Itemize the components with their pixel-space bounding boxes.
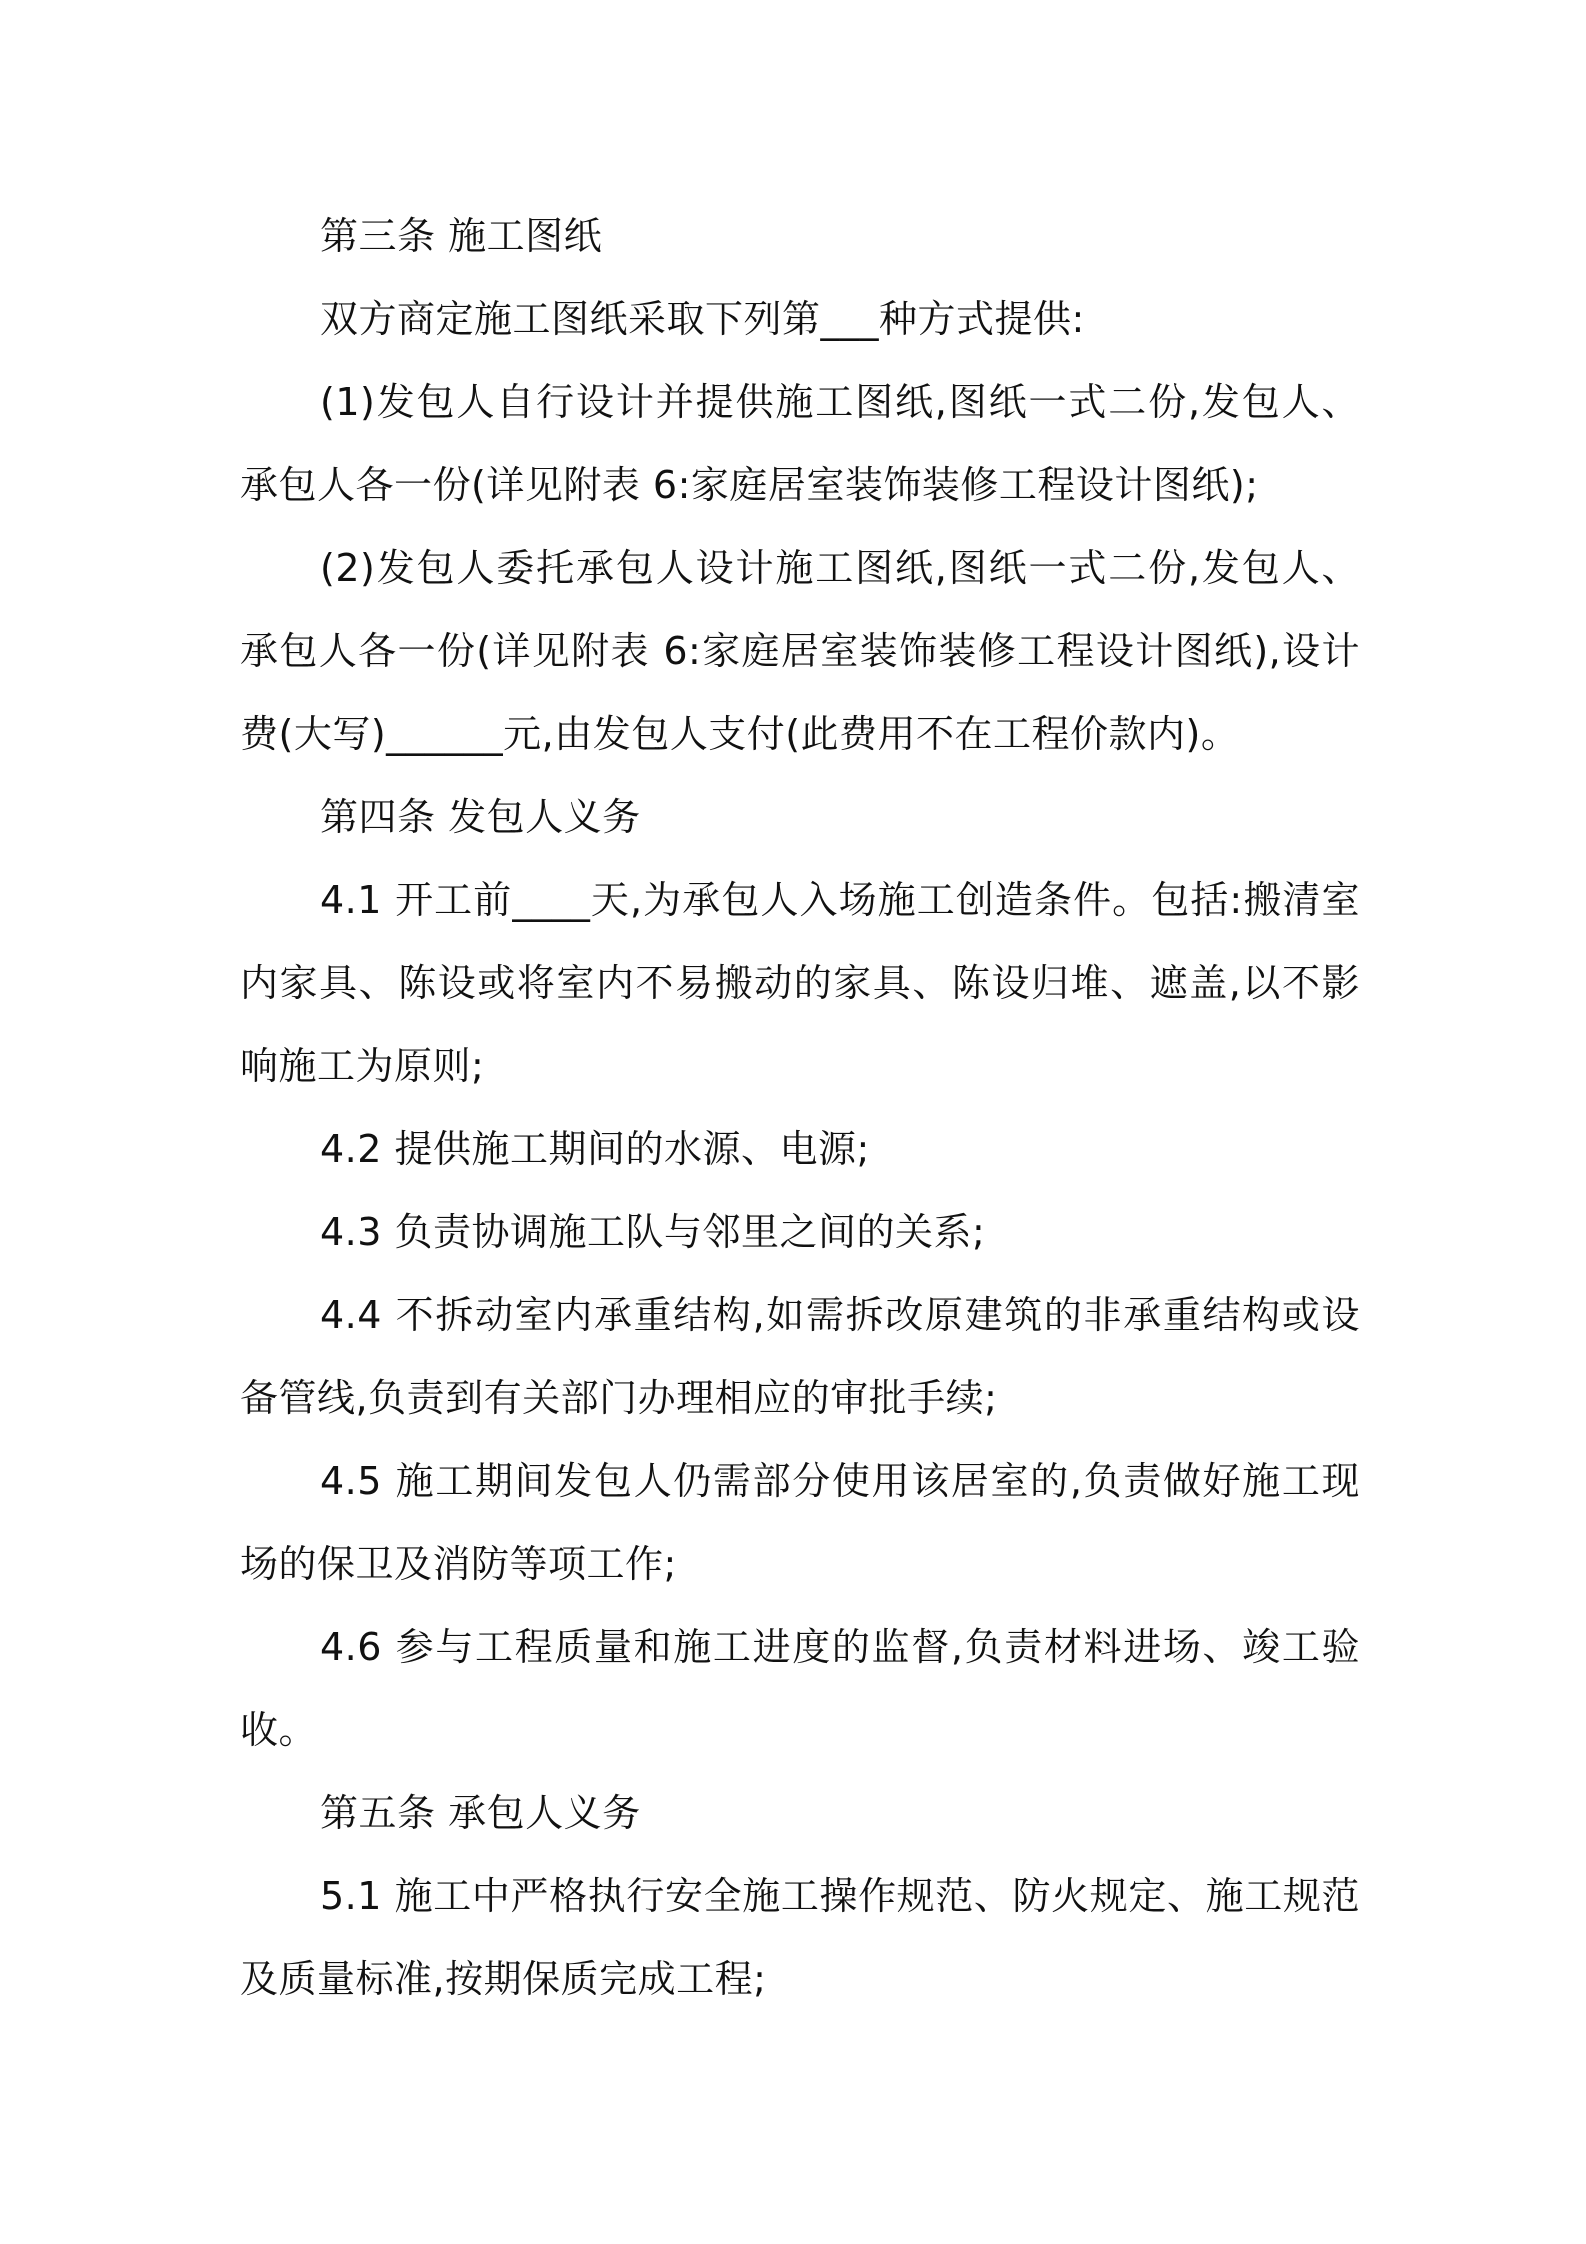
paragraph-option-2: (2)发包人委托承包人设计施工图纸,图纸一式二份,发包人、承包人各一份(详见附表 6:家庭居室装饰装修工程设计图纸),设计费(大写)______元,由发包人支付(此费用不在工程价款内)。 (240, 546, 1360, 756)
section-heading-article-5: 第五条 承包人义务 (320, 1791, 641, 1835)
section-heading-article-4: 第四条 发包人义务 (320, 795, 641, 839)
clause-4-1: 4.1 开工前____天,为承包人入场施工创造条件。包括:搬清室内家具、陈设或将室内不易搬动的家具、陈设归堆、遮盖,以不影响施工为原则; (240, 878, 1360, 1088)
clause-4-6: 4.6 参与工程质量和施工进度的监督,负责材料进场、竣工验收。 (240, 1625, 1360, 1752)
clause-4-4: 4.4 不拆动室内承重结构,如需拆改原建筑的非承重结构或设备管线,负责到有关部门办理相应的审批手续; (240, 1293, 1360, 1420)
clause-4-3: 4.3 负责协调施工队与邻里之间的关系; (320, 1210, 986, 1254)
section-heading-article-3: 第三条 施工图纸 (320, 214, 603, 258)
paragraph-drawing-method: 双方商定施工图纸采取下列第___种方式提供: (320, 297, 1085, 341)
paragraph-option-1: (1)发包人自行设计并提供施工图纸,图纸一式二份,发包人、承包人各一份(详见附表 6:家庭居室装饰装修工程设计图纸); (240, 380, 1360, 507)
clause-5-1: 5.1 施工中严格执行安全施工操作规范、防火规定、施工规范及质量标准,按期保质完成工程; (240, 1874, 1360, 2001)
document-body (240, 195, 1360, 2021)
clause-4-5: 4.5 施工期间发包人仍需部分使用该居室的,负责做好施工现场的保卫及消防等项工作; (240, 1459, 1360, 1586)
clause-4-2: 4.2 提供施工期间的水源、电源; (320, 1127, 870, 1171)
